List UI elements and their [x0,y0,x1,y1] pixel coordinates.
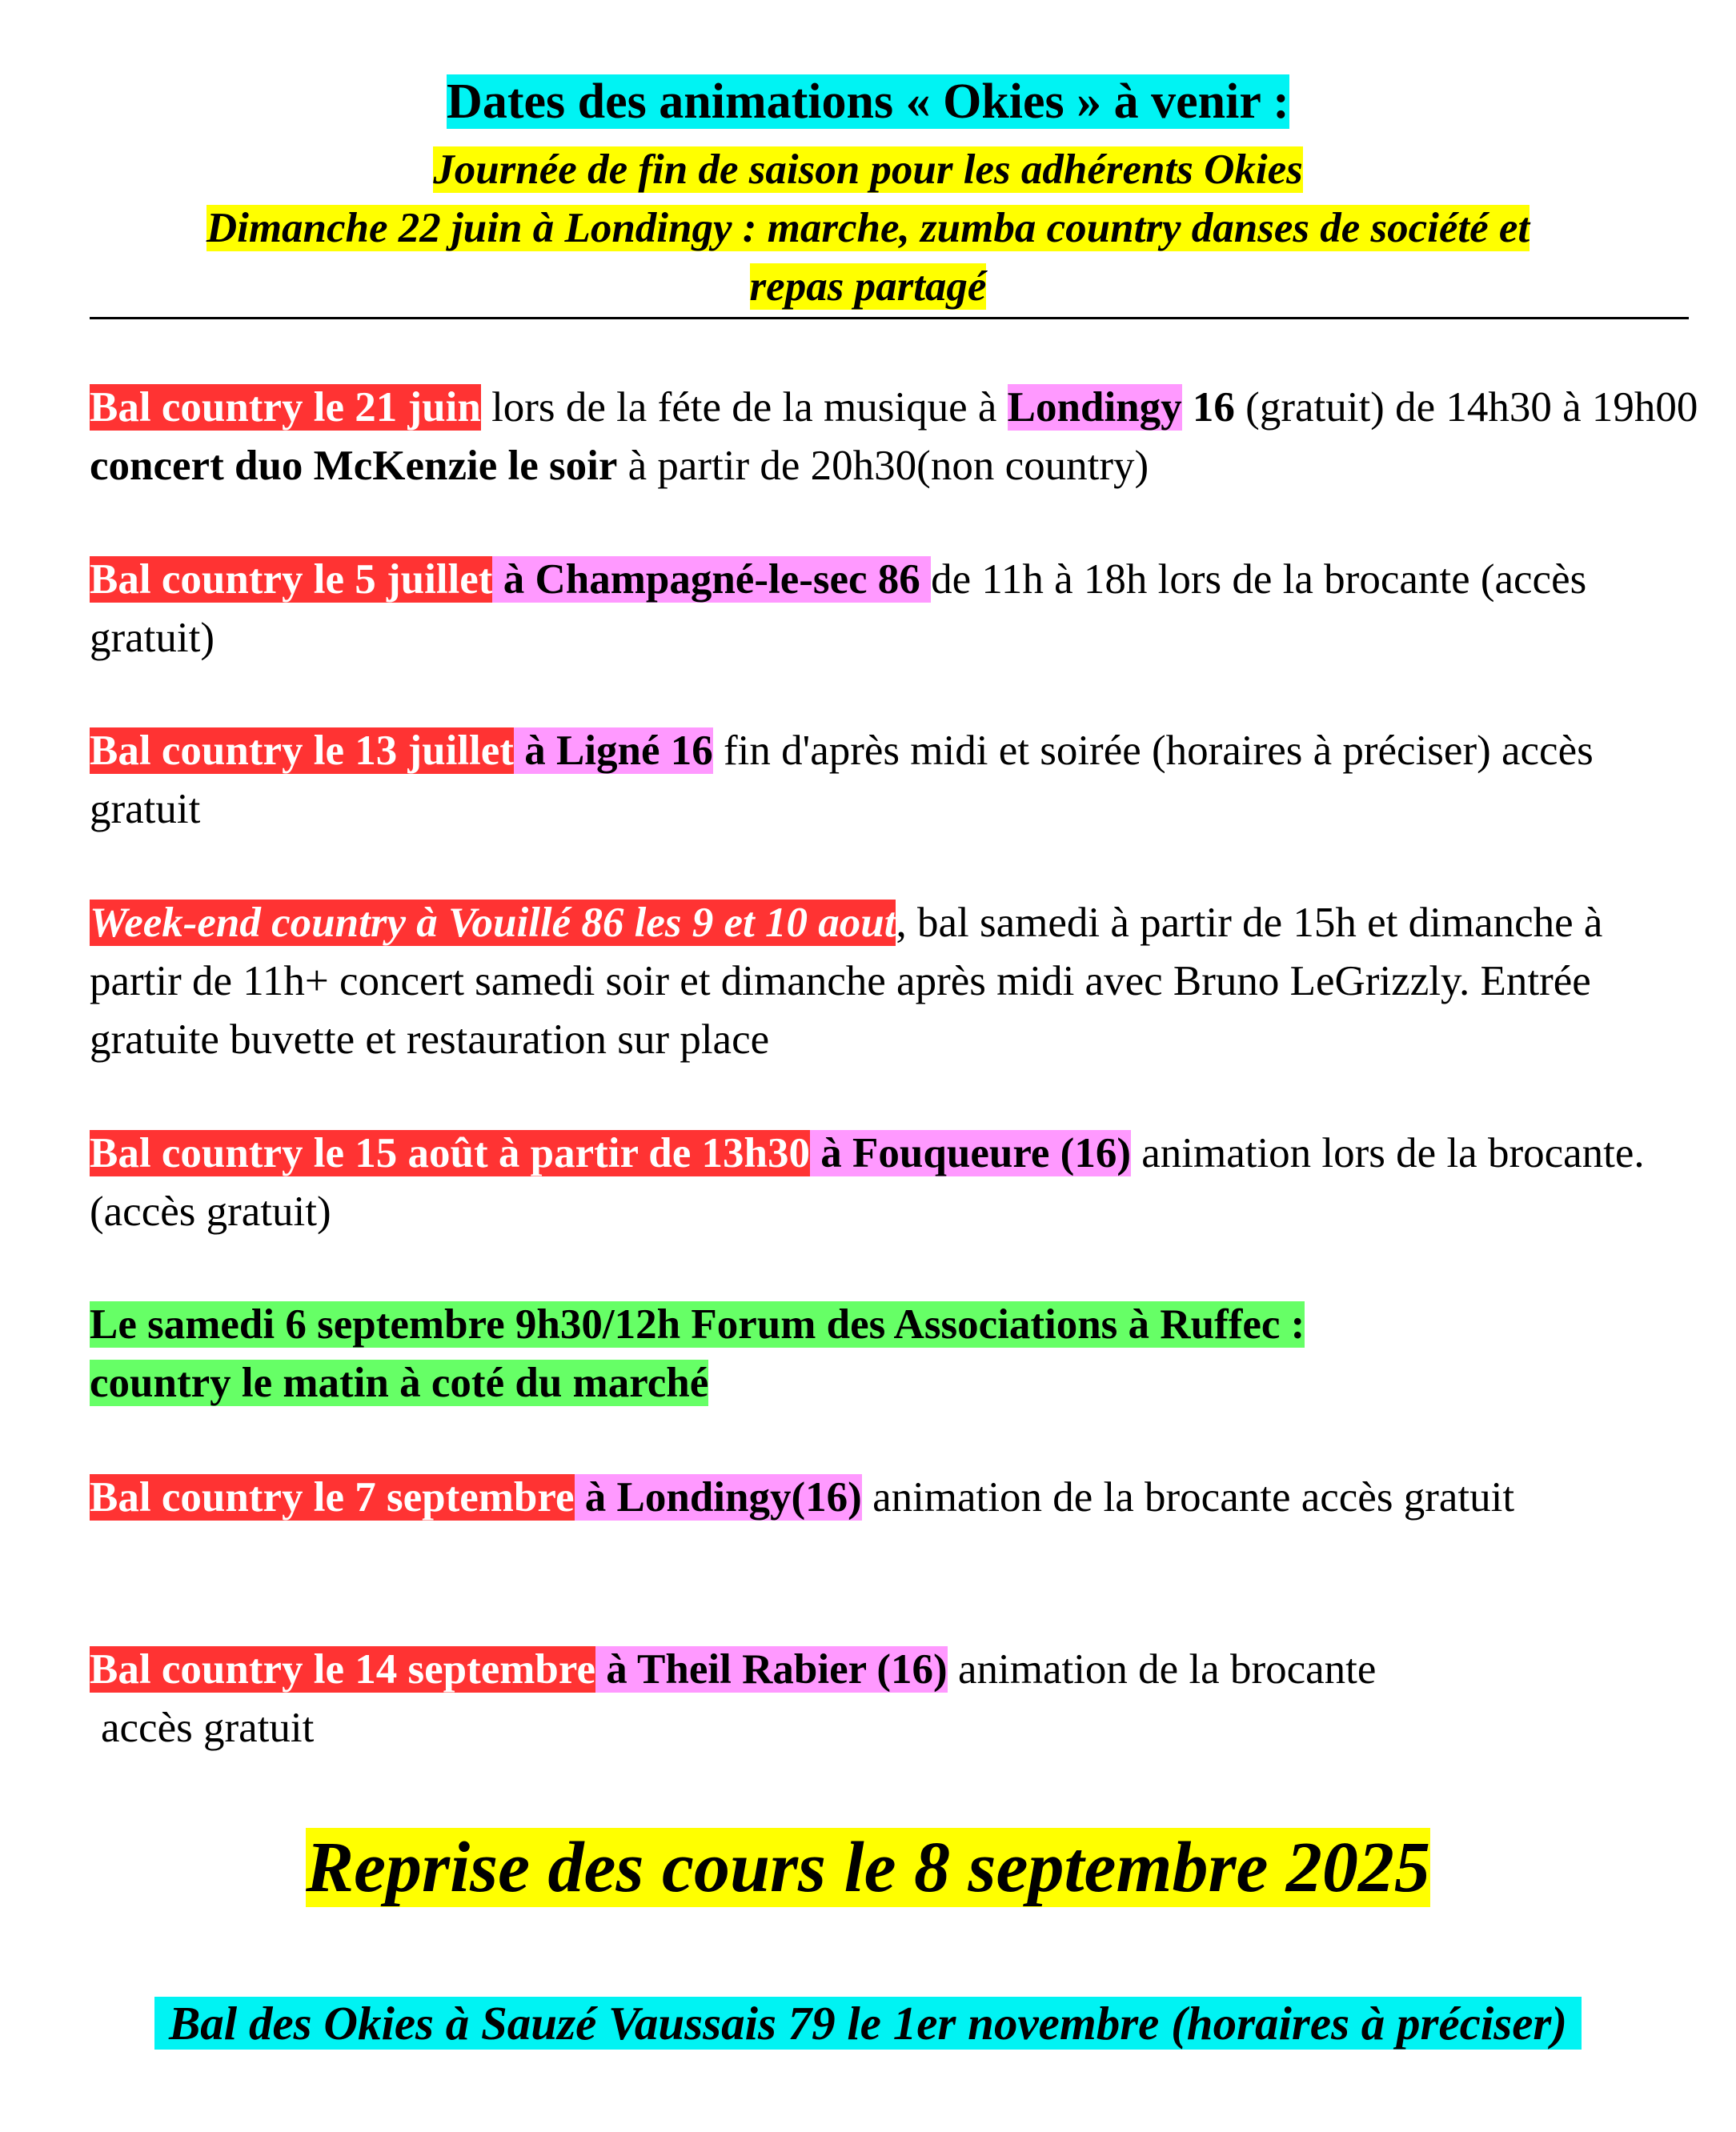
forum-line-2: country le matin à coté du marché [90,1360,709,1406]
bal-okies [0,1992,1736,2054]
event-week-end-vouille [90,894,1698,1069]
event-text: , bal samedi à partir de 15h et dimanche à partir de 11h+ concert samedi soir et dimanche après midi avec Bruno LeGrizzly. Entrée gratuite buvette et restauration sur place [90,900,1603,1063]
event-15-aout [90,1124,1698,1241]
event-text: animation de la brocante [947,1646,1377,1693]
event-14-septembre [90,1641,1698,1757]
event-date: Bal country le 5 juillet [90,556,493,603]
event-5-juillet [90,551,1698,667]
event-concert: concert duo McKenzie le soir [90,443,618,489]
event-date: Bal country le 7 septembre [90,1474,575,1521]
event-text: de 11h à 18h lors de la brocante (accès gratuit) [90,556,1587,661]
event-place: à Theil Rabier (16) [595,1646,948,1693]
event-place: à Fouqueure (16) [810,1130,1131,1176]
subtitle-line-3: repas partagé [749,263,987,310]
event-place: à Londingy(16) [574,1474,862,1521]
header-title [0,70,1736,133]
event-forum-ruffec [90,1296,1698,1413]
event-13-juillet [90,722,1698,839]
event-date: Week-end country à Vouillé 86 les 9 et 10 aout [90,900,896,946]
bal-okies-text: Bal des Okies à Sauzé Vaussais 79 le 1er novembre (horaires à préciser) [154,1997,1582,2050]
event-7-septembre [90,1469,1698,1527]
event-text-continued: accès gratuit [101,1705,315,1751]
event-text: à partir de 20h30(non country) [617,443,1149,489]
event-place: à Champagné-le-sec 86 [492,556,932,603]
subtitle-line-1: Journée de fin de saison pour les adhérents Okies [433,146,1303,193]
header-title-text: Dates des animations « Okies » à venir : [447,74,1289,129]
event-text: fin d'après midi et soirée (horaires à préciser) accès gratuit [90,727,1594,832]
subtitle-line-2: Dimanche 22 juin à Londingy : marche, zumba country danses de société et [206,205,1530,251]
header-subtitle [0,141,1736,316]
horizontal-rule [90,317,1689,319]
event-date: Bal country le 15 août à partir de 13h30 [90,1130,811,1176]
event-date: Bal country le 14 septembre [90,1646,595,1693]
event-text: animation lors de la brocante. (accès gratuit) [90,1130,1645,1235]
event-place: à Ligné 16 [513,727,713,774]
event-text: lors de la féte de la musique à [480,384,1008,431]
event-21-juin [90,379,1698,495]
event-place-number: 16 [1181,384,1235,431]
event-text: (gratuit) de 14h30 à 19h00 [1234,384,1698,431]
event-place: Londingy [1007,384,1182,431]
forum-line-1: Le samedi 6 septembre 9h30/12h Forum des Associations à Ruffec : [90,1301,1305,1348]
reprise-cours [0,1823,1736,1913]
event-text: animation de la brocante accès gratuit [861,1474,1515,1521]
reprise-text: Reprise des cours le 8 septembre 2025 [306,1828,1430,1907]
event-date: Bal country le 21 juin [90,384,481,431]
event-date: Bal country le 13 juillet [90,727,514,774]
